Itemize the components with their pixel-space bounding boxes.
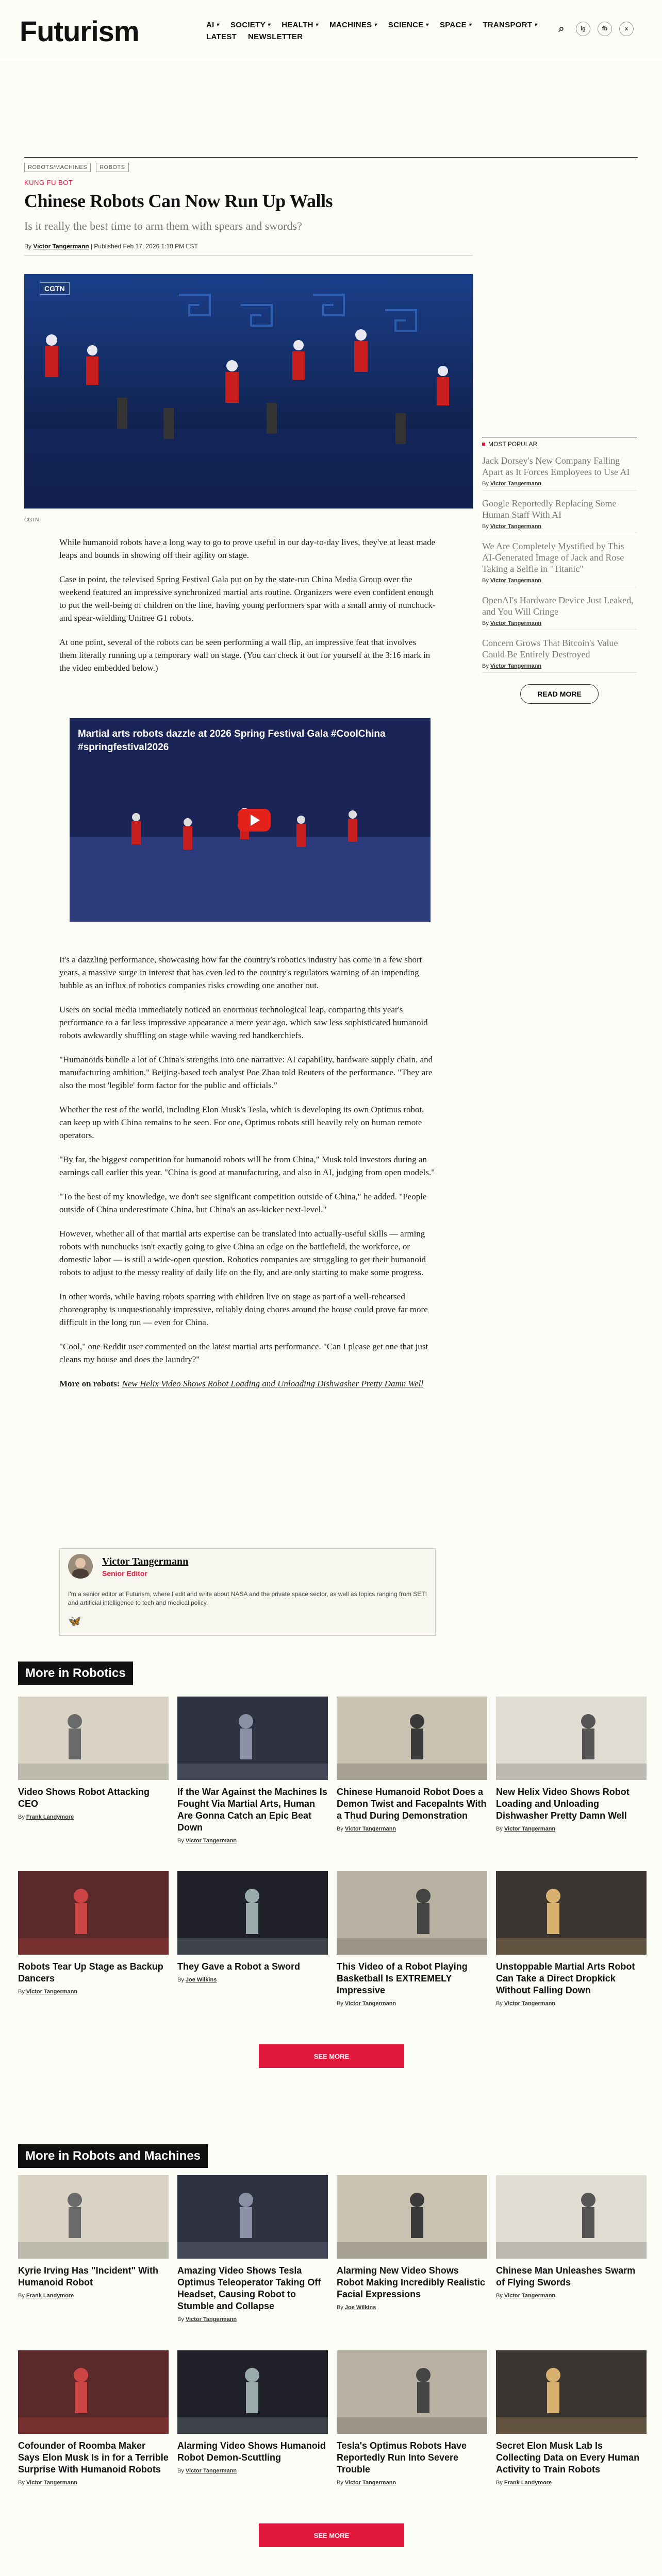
card-byline: By Victor Tangermann [177, 1838, 237, 1844]
author-link[interactable]: Victor Tangermann [33, 243, 89, 250]
read-more-button[interactable]: READ MORE [520, 684, 599, 704]
article-subtitle: Is it really the best time to arm them with spears and swords? [24, 219, 302, 232]
popular-item[interactable] [482, 587, 637, 630]
card-illustration [177, 2175, 328, 2259]
paragraph: It's a dazzling performance, showcasing how far the country's robotics industry has come in a few short years, a massive surge in interest that has even led to the country's regulators warning of an impending bubble as an influx of robotics companies risks crowding one another out. [59, 955, 422, 990]
paragraph: Case in point, the televised Spring Festival Gala put on by the state-run China Media Group over the weekend featured an impressive synchronized martial arts routine. Organizers were even confident enough to put the well-being of children on the line, having young performers spar with a small army of nunchuck- and spear-wielding Unitree G1 robots. [59, 574, 436, 623]
bluesky-icon[interactable]: 🦋 [68, 1616, 81, 1627]
author-avatar[interactable] [68, 1554, 93, 1579]
card-author[interactable]: Joe Wilkins [185, 1977, 217, 1983]
article-body-top [59, 536, 436, 686]
card-author[interactable]: Victor Tangermann [344, 2480, 396, 2486]
avatar-illustration [68, 1554, 93, 1579]
card-byline: By Victor Tangermann [177, 2468, 237, 2474]
paragraph: "To the best of my knowledge, we don't see significant competition outside of China," he added. "People outside of China underestimate China, but China's an ass-kicker next-level." [59, 1192, 427, 1214]
red-square-icon [482, 443, 485, 446]
card-image[interactable] [177, 2350, 328, 2434]
paragraph: "Humanoids bundle a lot of China's strengths into one narrative: AI capability, hardware supply chain, and manufacturing ambition," Beijing-based tech analyst Poe Zhao told Reuters of the performance. "They are also the most 'legible' form factor for the public and officials." [59, 1055, 433, 1090]
play-icon [251, 815, 260, 826]
popular-title[interactable]: Jack Dorsey's New Company Falling Apart as It Forces Employees to Use AI [482, 455, 630, 477]
paragraph: "Cool," one Reddit user commented on the latest martial arts performance. "Can I please get one that just cleans my house and does the laundry?" [59, 1342, 428, 1364]
card-byline: By Victor Tangermann [496, 2293, 556, 2299]
card-illustration [337, 1697, 487, 1780]
card-illustration [337, 2175, 487, 2259]
hero-caption: CGTN [24, 517, 39, 523]
popular-author[interactable]: Victor Tangermann [490, 663, 542, 669]
most-popular-heading [482, 437, 637, 448]
card-image[interactable] [177, 1697, 328, 1780]
card-title[interactable]: This Video of a Robot Playing Basketball Is EXTREMELY Impressive [337, 1961, 468, 1995]
chevron-down-icon: ▾ [534, 22, 537, 28]
popular-item[interactable] [482, 533, 637, 587]
card-image[interactable] [18, 2350, 169, 2434]
byline-separator: | [90, 243, 94, 250]
article-card[interactable] [18, 1871, 169, 1995]
card-title[interactable]: Robots Tear Up Stage as Backup Dancers [18, 1961, 163, 1984]
cgtn-logo: CGTN [40, 282, 70, 295]
card-title[interactable]: Video Shows Robot Attacking CEO [18, 1787, 150, 1809]
article-kicker: KUNG FU BOT [24, 179, 73, 187]
card-image[interactable] [18, 1697, 169, 1780]
nav-item-science[interactable]: SCIENCE ▾ [388, 21, 428, 29]
paragraph: At one point, several of the robots can be seen performing a wall flip, an impressive feat that involves them literally running up a temporary wall on stage. (You can check it out for yourself at the 3:16 mark in the video embedded below.) [59, 637, 431, 673]
card-title[interactable]: Unstoppable Martial Arts Robot Can Take a Direct Dropkick Without Falling Down [496, 1961, 635, 1995]
article-card[interactable] [177, 1697, 328, 1844]
popular-author[interactable]: Victor Tangermann [490, 523, 542, 530]
article-card[interactable] [337, 2350, 487, 2486]
article-card[interactable] [337, 1871, 487, 2007]
by-prefix: By [24, 243, 32, 250]
card-image[interactable] [337, 1871, 487, 1955]
card-author[interactable]: Frank Landymore [26, 1814, 74, 1820]
popular-byline: By Victor Tangermann [482, 523, 542, 530]
article-card[interactable] [496, 1871, 647, 2007]
article-card[interactable] [337, 1697, 487, 1832]
section-heading-robots-machines: More in Robots and Machines [18, 2144, 208, 2168]
popular-item[interactable] [482, 630, 637, 673]
card-author[interactable]: Joe Wilkins [344, 2304, 376, 2311]
card-image[interactable] [18, 2175, 169, 2259]
paragraph: "By far, the biggest competition for humanoid robots will be from China," Musk told investors during an earnings call earlier this year. "China is good at manufacturing, and also in AI, judging from open models." [59, 1155, 435, 1177]
more-on-robots [59, 1377, 436, 1390]
author-bio: I'm a senior editor at Futurism, where I edit and write about NASA and the private space sector, as well as topics ranging from SETI and artificial intelligence to tech and medical policy. [68, 1590, 427, 1606]
article-card[interactable] [177, 2175, 328, 2323]
site-logo[interactable]: Futurism [20, 15, 139, 47]
popular-author[interactable]: Victor Tangermann [490, 620, 542, 626]
card-title[interactable]: If the War Against the Machines Is Fought Via Martial Arts, Human Are Gonna Catch an Epic Beat Down [177, 1787, 327, 1833]
card-author[interactable]: Victor Tangermann [185, 1838, 237, 1844]
article-card[interactable] [177, 1871, 328, 1983]
card-illustration [18, 2350, 169, 2434]
card-image[interactable] [337, 2350, 487, 2434]
card-image[interactable] [496, 1871, 647, 1955]
article-card[interactable] [337, 2175, 487, 2311]
author-name[interactable]: Victor Tangermann [102, 1556, 189, 1567]
chevron-down-icon: ▾ [315, 22, 319, 28]
popular-title[interactable]: Google Reportedly Replacing Some Human Staff With AI [482, 498, 617, 520]
more-label: More on robots: [59, 1379, 120, 1388]
nav-item-machines[interactable]: MACHINES ▾ [329, 21, 377, 29]
nav-item-ai[interactable]: AI ▾ [206, 21, 219, 29]
author-box [59, 1548, 436, 1636]
article-card[interactable] [496, 2175, 647, 2299]
author-role: Senior Editor [102, 1569, 147, 1578]
paragraph: In other words, while having robots sparring with children live on stage as part of a well-rehearsed choreography is unquestionably impressive, reliably doing chores around the house could prove far more difficult in the long run — even for China. [59, 1292, 428, 1327]
chevron-down-icon: ▾ [425, 22, 428, 28]
card-image[interactable] [18, 1871, 169, 1955]
article-body-bottom [59, 953, 436, 1401]
nav-item-space[interactable]: SPACE ▾ [439, 21, 472, 29]
card-illustration [177, 1697, 328, 1780]
card-illustration [496, 1871, 647, 1955]
article-card[interactable] [177, 2350, 328, 2474]
card-illustration [496, 2175, 647, 2259]
card-author[interactable]: Victor Tangermann [504, 2001, 556, 2007]
see-more-button[interactable]: SEE MORE [259, 2523, 404, 2547]
popular-byline: By Victor Tangermann [482, 481, 542, 487]
card-byline: By Victor Tangermann [18, 1989, 78, 1995]
nav-item-newsletter[interactable]: NEWSLETTER [248, 32, 303, 41]
card-title[interactable]: Amazing Video Shows Tesla Optimus Teleoperator Taking Off Headset, Causing Robot to Stumble and Collapse [177, 2265, 321, 2311]
card-illustration [177, 1871, 328, 1955]
play-button[interactable] [238, 809, 271, 832]
chevron-down-icon: ▾ [267, 22, 271, 28]
card-byline: By Victor Tangermann [337, 1826, 396, 1832]
card-illustration [496, 2350, 647, 2434]
card-illustration [18, 2175, 169, 2259]
card-illustration [18, 1697, 169, 1780]
card-author[interactable]: Victor Tangermann [344, 1826, 396, 1832]
card-title[interactable]: Chinese Humanoid Robot Does a Demon Twist and Facepalnts With a Thud During Demonstration [337, 1787, 487, 1821]
popular-byline: By Victor Tangermann [482, 663, 542, 669]
instagram-icon[interactable]: ig [576, 22, 590, 36]
card-author[interactable]: Victor Tangermann [504, 2293, 556, 2299]
popular-title[interactable]: Concern Grows That Bitcoin's Value Could Be Entirely Destroyed [482, 638, 618, 659]
card-author[interactable]: Victor Tangermann [185, 2468, 237, 2474]
card-author[interactable]: Frank Landymore [26, 2293, 74, 2299]
card-title[interactable]: Alarming Video Shows Humanoid Robot Demon-Scuttling [177, 2441, 326, 2463]
card-illustration [177, 2350, 328, 2434]
x-icon[interactable]: x [619, 22, 634, 36]
card-byline: By Victor Tangermann [337, 2001, 396, 2007]
card-byline: By Victor Tangermann [337, 2480, 396, 2486]
header-icons [554, 22, 634, 36]
paragraph: While humanoid robots have a long way to go to prove useful in our day-to-day lives, they've at least made leaps and bounds in showing off their agility on stage. [59, 537, 436, 560]
card-image[interactable] [496, 2350, 647, 2434]
card-author[interactable]: Victor Tangermann [504, 1826, 556, 1832]
card-byline: By Victor Tangermann [496, 1826, 556, 1832]
card-title[interactable]: Alarming New Video Shows Robot Making Incredibly Realistic Facial Expressions [337, 2265, 486, 2299]
card-title[interactable]: Chinese Man Unleashes Swarm of Flying Swords [496, 2265, 636, 2287]
video-title: Martial arts robots dazzle at 2026 Spring Festival Gala #CoolChina #springfestival2026 [78, 728, 386, 753]
card-title[interactable]: They Gave a Robot a Sword [177, 1961, 301, 1972]
card-image[interactable] [496, 1697, 647, 1780]
article-card[interactable] [18, 2350, 169, 2486]
search-icon[interactable]: ⌕ [558, 23, 565, 35]
card-byline: By Victor Tangermann [496, 2001, 556, 2007]
article-card[interactable] [496, 2350, 647, 2486]
chevron-down-icon: ▾ [374, 22, 377, 28]
main-nav [206, 21, 547, 41]
byline [24, 243, 473, 256]
see-more-button[interactable]: SEE MORE [259, 2044, 404, 2068]
popular-item[interactable] [482, 490, 637, 533]
section-heading-robotics: More in Robotics [18, 1662, 133, 1685]
paragraph: Whether the rest of the world, including Elon Musk's Tesla, which is developing its own Optimus robot, can keep up with China remains to be seen. For one, Optimus robots still heavily rely on human remote operators. [59, 1105, 424, 1140]
hero-image [24, 274, 473, 509]
card-byline: By Victor Tangermann [18, 2480, 78, 2486]
card-byline: By Joe Wilkins [177, 1977, 217, 1983]
chevron-down-icon: ▾ [468, 22, 472, 28]
popular-title[interactable]: We Are Completely Mystified by This AI-Generated Image of Jack and Rose Taking a Selfie in "Titanic" [482, 541, 624, 574]
breadcrumb [24, 157, 638, 172]
card-byline: By Joe Wilkins [337, 2304, 376, 2311]
card-image[interactable] [177, 1871, 328, 1955]
chevron-down-icon: ▾ [216, 22, 219, 28]
popular-author[interactable]: Victor Tangermann [490, 481, 542, 487]
heading-text: MOST POPULAR [488, 440, 538, 448]
nav-item-transport[interactable]: TRANSPORT ▾ [483, 21, 537, 29]
article-card[interactable] [18, 2175, 169, 2299]
card-illustration [496, 1697, 647, 1780]
breadcrumb-item[interactable]: ROBOTS/MACHINES [24, 163, 91, 172]
card-illustration [18, 1871, 169, 1955]
card-illustration [337, 2350, 487, 2434]
card-title[interactable]: Tesla's Optimus Robots Have Reportedly Run Into Severe Trouble [337, 2441, 467, 2475]
hero-illustration [24, 274, 473, 509]
popular-title[interactable]: OpenAI's Hardware Device Just Leaked, and You Will Cringe [482, 595, 634, 617]
card-image[interactable] [337, 2175, 487, 2259]
paragraph: Users on social media immediately noticed an enormous technological leap, comparing this year's performance to a far less impressive appearance a mere year ago, which saw less sophisticated humanoid robots awkwardly shuffling on stage while waving red handkerchiefs. [59, 1005, 428, 1040]
article-title: Chinese Robots Can Now Run Up Walls [24, 191, 333, 211]
card-author[interactable]: Victor Tangermann [185, 2316, 237, 2323]
facebook-icon[interactable]: fb [598, 22, 612, 36]
card-image[interactable] [496, 2175, 647, 2259]
published-date: Published Feb 17, 2026 1:10 PM EST [94, 243, 198, 250]
card-author[interactable]: Victor Tangermann [344, 2001, 396, 2007]
card-byline: By Frank Landymore [18, 2293, 74, 2299]
nav-item-health[interactable]: HEALTH ▾ [282, 21, 319, 29]
site-header [0, 0, 662, 59]
embedded-video[interactable] [70, 718, 431, 922]
breadcrumb-item[interactable]: ROBOTS [96, 163, 128, 172]
article-card[interactable] [496, 1697, 647, 1832]
popular-byline: By Victor Tangermann [482, 620, 542, 626]
card-author[interactable]: Victor Tangermann [26, 2480, 78, 2486]
popular-item[interactable] [482, 448, 637, 490]
card-image[interactable] [337, 1697, 487, 1780]
card-illustration [337, 1871, 487, 1955]
popular-author[interactable]: Victor Tangermann [490, 578, 542, 584]
card-title[interactable]: Secret Elon Musk Lab Is Collecting Data on Every Human Activity to Train Robots [496, 2441, 640, 2475]
card-byline: By Victor Tangermann [177, 2316, 237, 2323]
more-link[interactable]: New Helix Video Shows Robot Loading and Unloading Dishwasher Pretty Damn Well [122, 1379, 424, 1388]
card-byline: By Frank Landymore [496, 2480, 552, 2486]
popular-byline: By Victor Tangermann [482, 578, 542, 584]
card-title[interactable]: New Helix Video Shows Robot Loading and Unloading Dishwasher Pretty Damn Well [496, 1787, 630, 1821]
paragraph: However, whether all of that martial arts expertise can be translated into actually-useful skills — arming robots with nunchucks isn't exactly going to give China an edge on the battlefield, the workforce, or domestic labor — is still a wide-open question. Robotics companies are struggling to get their humanoid robots to adjust to the messy reality of daily life on the fly, and are only starting to make some progress. [59, 1229, 426, 1277]
card-author[interactable]: Frank Landymore [504, 2480, 552, 2486]
card-author[interactable]: Victor Tangermann [26, 1989, 78, 1995]
nav-item-society[interactable]: SOCIETY ▾ [230, 21, 271, 29]
card-byline: By Frank Landymore [18, 1814, 74, 1820]
card-image[interactable] [177, 2175, 328, 2259]
card-title[interactable]: Cofounder of Roomba Maker Says Elon Musk Is in for a Terrible Surprise With Humanoid Robots [18, 2441, 169, 2475]
article-card[interactable] [18, 1697, 169, 1820]
most-popular [482, 437, 637, 704]
card-title[interactable]: Kyrie Irving Has "Incident" With Humanoid Robot [18, 2265, 158, 2287]
nav-item-latest[interactable]: LATEST [206, 32, 237, 41]
